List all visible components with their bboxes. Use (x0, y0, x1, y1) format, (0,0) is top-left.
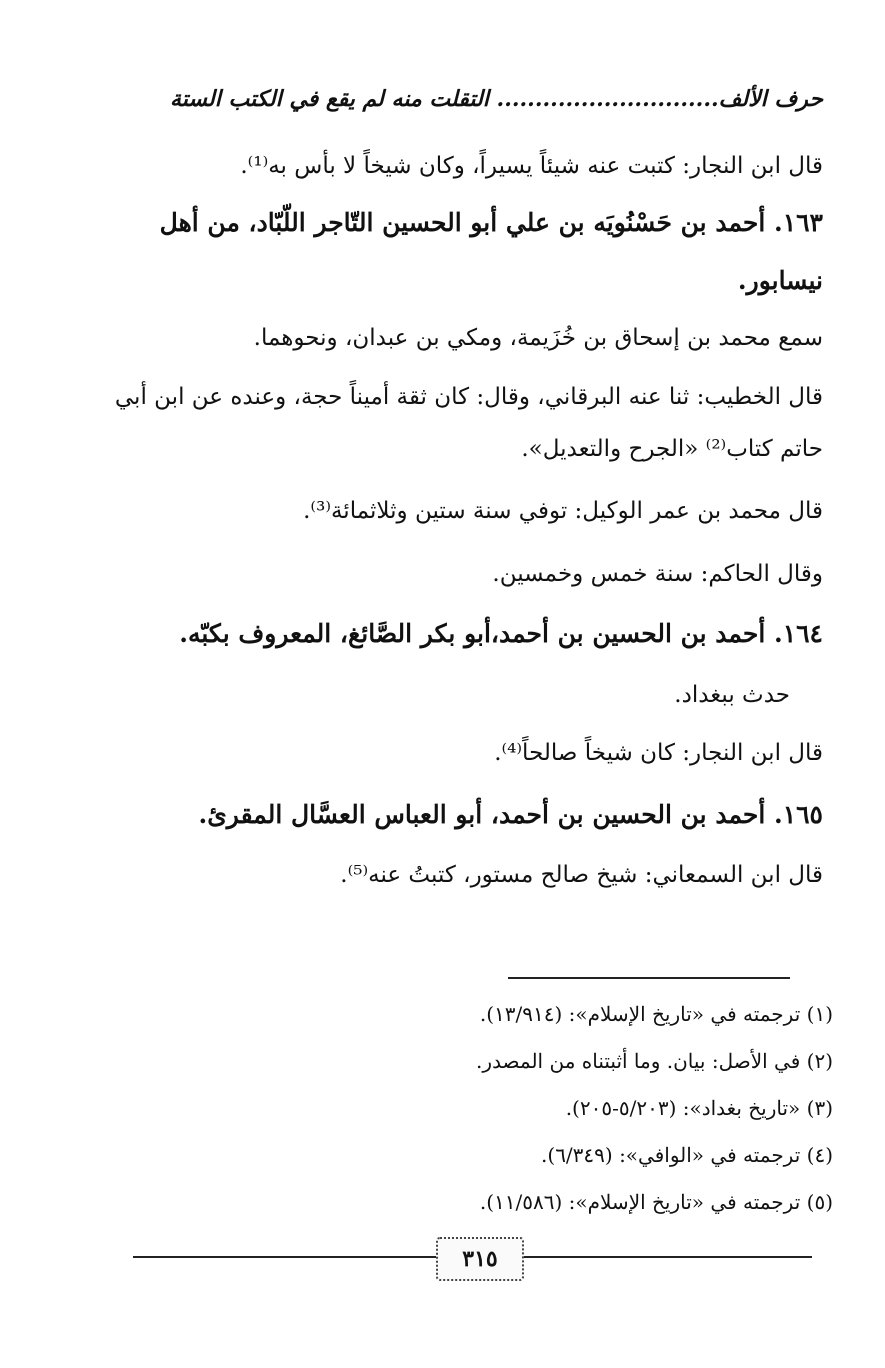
page-rule-right (520, 1256, 812, 1258)
entry-heading-163: ١٦٣. أحمد بن حَسْنُويَه بن علي أبو الحسين التّاجر اللّبّاد، من أهل (159, 208, 823, 237)
paragraph-line: قال ابن السمعاني: شيخ صالح مستور، كتبتُ عنه⁽⁵⁾. (340, 862, 823, 888)
footnote: (٥) ترجمته في «تاريخ الإسلام»: (١١/٥٨٦). (479, 1190, 833, 1214)
paragraph-line: حدث ببغداد. (674, 682, 790, 708)
page-number: ٣١٥ (462, 1246, 498, 1272)
footnote: (٣) «تاريخ بغداد»: (٥/٢٠٣-٢٠٥). (565, 1096, 833, 1120)
paragraph-line: قال ابن النجار: كان شيخاً صالحاً⁽⁴⁾. (494, 740, 823, 766)
paragraph-line: وقال الحاكم: سنة خمس وخمسين. (492, 561, 823, 587)
footnote: (٤) ترجمته في «الوافي»: (٦/٣٤٩). (541, 1143, 833, 1167)
paragraph-line: قال محمد بن عمر الوكيل: توفي سنة ستين وثلاثمائة⁽³⁾. (303, 498, 823, 524)
footnote: (١) ترجمته في «تاريخ الإسلام»: (١٣/٩١٤). (479, 1002, 833, 1026)
entry-heading-163-cont: نيسابور. (737, 266, 823, 295)
page-rule-left (133, 1256, 436, 1258)
paragraph-line: سمع محمد بن إسحاق بن خُزَيمة، ومكي بن عبدان، ونحوهما. (253, 325, 823, 351)
footnote-separator (508, 977, 790, 979)
paragraph-line: حاتم كتاب⁽²⁾ «الجرح والتعديل». (521, 436, 823, 462)
paragraph-line: قال ابن النجار: كتبت عنه شيئاً يسيراً، وكان شيخاً لا بأس به⁽¹⁾. (240, 153, 823, 179)
entry-heading-164: ١٦٤. أحمد بن الحسين بن أحمد،أبو بكر الصَّائغ، المعروف بكبّه. (179, 619, 823, 648)
paragraph-line: قال الخطيب: ثنا عنه البرقاني، وقال: كان ثقة أميناً حجة، وعنده عن ابن أبي (114, 384, 823, 410)
running-header: حرف الألف............................. التقلت منه لم يقع في الكتب الستة (170, 86, 823, 112)
entry-heading-165: ١٦٥. أحمد بن الحسين بن أحمد، أبو العباس العسَّال المقرئ. (198, 800, 823, 829)
page-number-box (436, 1237, 524, 1281)
footnote: (٢) في الأصل: بيان. وما أثبتناه من المصدر. (476, 1049, 833, 1073)
